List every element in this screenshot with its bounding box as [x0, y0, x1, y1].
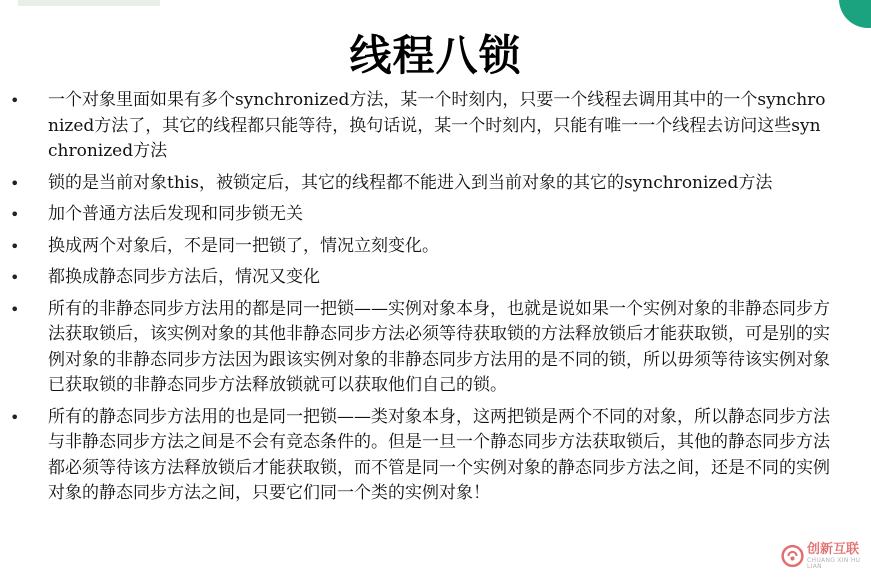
watermark-name-latin: CHUANG XIN HU LIAN	[807, 556, 861, 570]
list-item	[10, 88, 830, 165]
bullet-text: 换成两个对象后，不是同一把锁了，情况立刻变化。	[48, 235, 439, 256]
bullet-icon: •	[10, 236, 20, 256]
bullet-list	[10, 88, 830, 513]
bullet-text: 锁的是当前对象this，被锁定后，其它的线程都不能进入到当前对象的其它的synchronized方法	[48, 172, 773, 193]
logo-mark-icon	[781, 542, 804, 570]
bullet-text: 加个普通方法后发现和同步锁无关	[48, 204, 303, 224]
bullet-icon: •	[10, 205, 20, 224]
bullet-icon: •	[10, 299, 20, 319]
list-item	[10, 202, 830, 228]
bullet-icon: •	[10, 407, 20, 427]
slide-title: 线程八锁	[349, 31, 522, 81]
bullet-icon: •	[10, 173, 20, 193]
bullet-text: 所有的静态同步方法用的也是同一把锁——类对象本身，这两把锁是两个不同的对象，所以静态同步方法与非静态同步方法之间是不会有竞态条件的。但是一旦一个静态同步方法获取锁后，其他的静态同步方法都必须等待该方法释放锁后才能获取锁，而不管是同一个实例对象的静态同步方法之间，还是不同的实例对象的静态同步方法之间，只要它们同一个类的实例对象！	[48, 406, 830, 503]
top-left-decoration	[18, 0, 160, 6]
watermark-name: 创新互联	[807, 541, 860, 557]
bullet-text: 都换成静态同步方法后，情况又变化	[48, 267, 320, 287]
list-item	[10, 265, 830, 291]
list-item	[10, 171, 830, 197]
watermark-text	[807, 543, 865, 570]
list-item	[10, 297, 830, 399]
watermark-logo	[781, 538, 865, 574]
bullet-icon: •	[10, 91, 20, 110]
bullet-icon: •	[10, 268, 20, 287]
bullet-text: 一个对象里面如果有多个synchronized方法，某一个时刻内，只要一个线程去调用其中的一个synchronized方法了，其它的线程都只能等待，换句话说，某一个时刻内，只能有唯一一个线程去访问这些synchronized方法	[48, 90, 826, 161]
bullet-text: 所有的非静态同步方法用的都是同一把锁——实例对象本身，也就是说如果一个实例对象的非静态同步方法获取锁后，该实例对象的其他非静态同步方法必须等待获取锁的方法释放锁后才能获取锁，可是别的实例对象的非静态同步方法因为跟该实例对象的非静态同步方法用的是不同的锁，所以毋须等待该实例对象已获取锁的非静态同步方法释放锁就可以获取他们自己的锁。	[48, 298, 830, 395]
list-item	[10, 234, 830, 260]
top-right-decoration	[839, 0, 871, 28]
list-item	[10, 405, 830, 507]
